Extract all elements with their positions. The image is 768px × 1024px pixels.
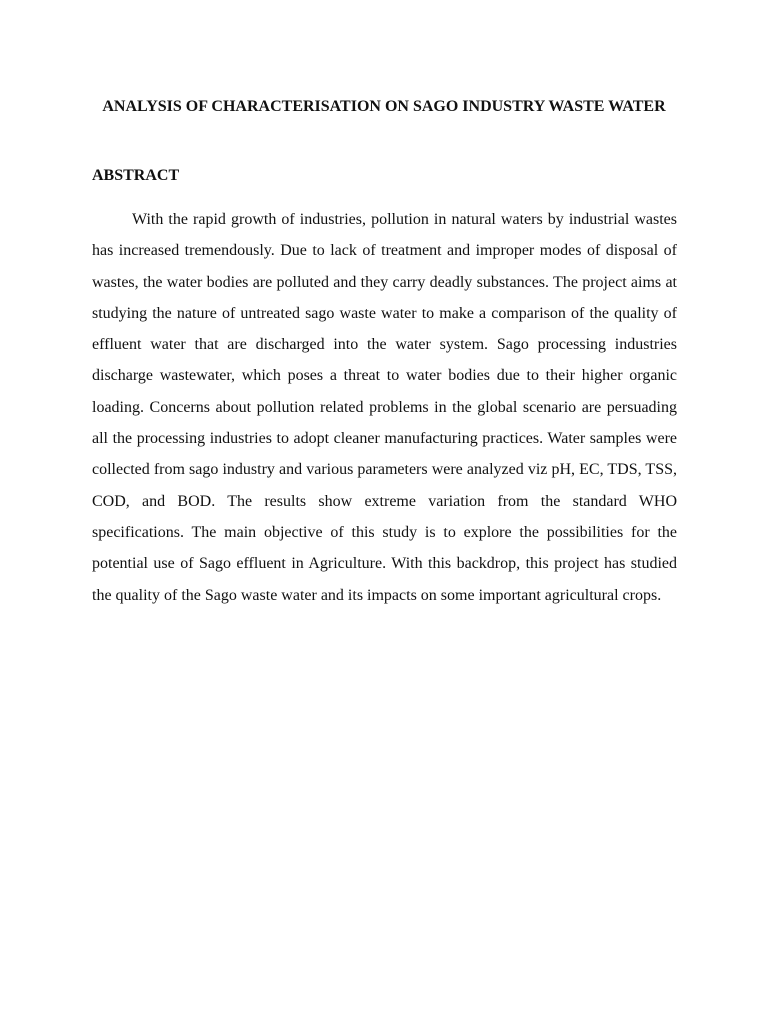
abstract-heading: ABSTRACT — [92, 167, 180, 184]
abstract-paragraph: With the rapid growth of industries, pollution in natural waters by industrial wastes has increased tremendously. Due to lack of treatment and improper modes of disposal of wastes, the water bodies are polluted and they carry deadly substances. The project aims at studying the nature of untreated sago waste water to make a comparison of the quality of effluent water that are discharged into the water system. Sago processing industries discharge wastewater, which poses a threat to water bodies due to their higher organic loading. Concerns about pollution related problems in the global scenario are persuading all the processing industries to adopt cleaner manufacturing practices. Water samples were collected from sago industry and various parameters were analyzed viz pH, EC, TDS, TSS, COD, and BOD. The results show extreme variation from the standard WHO specifications. The main objective of this study is to explore the possibilities for the potential use of Sago effluent in Agriculture. With this backdrop, this project has studied the quality of the Sago waste water and its impacts on some important agricultural crops. — [92, 211, 677, 604]
document-title: ANALYSIS OF CHARACTERISATION ON SAGO INDUSTRY WASTE WATER — [102, 98, 666, 115]
